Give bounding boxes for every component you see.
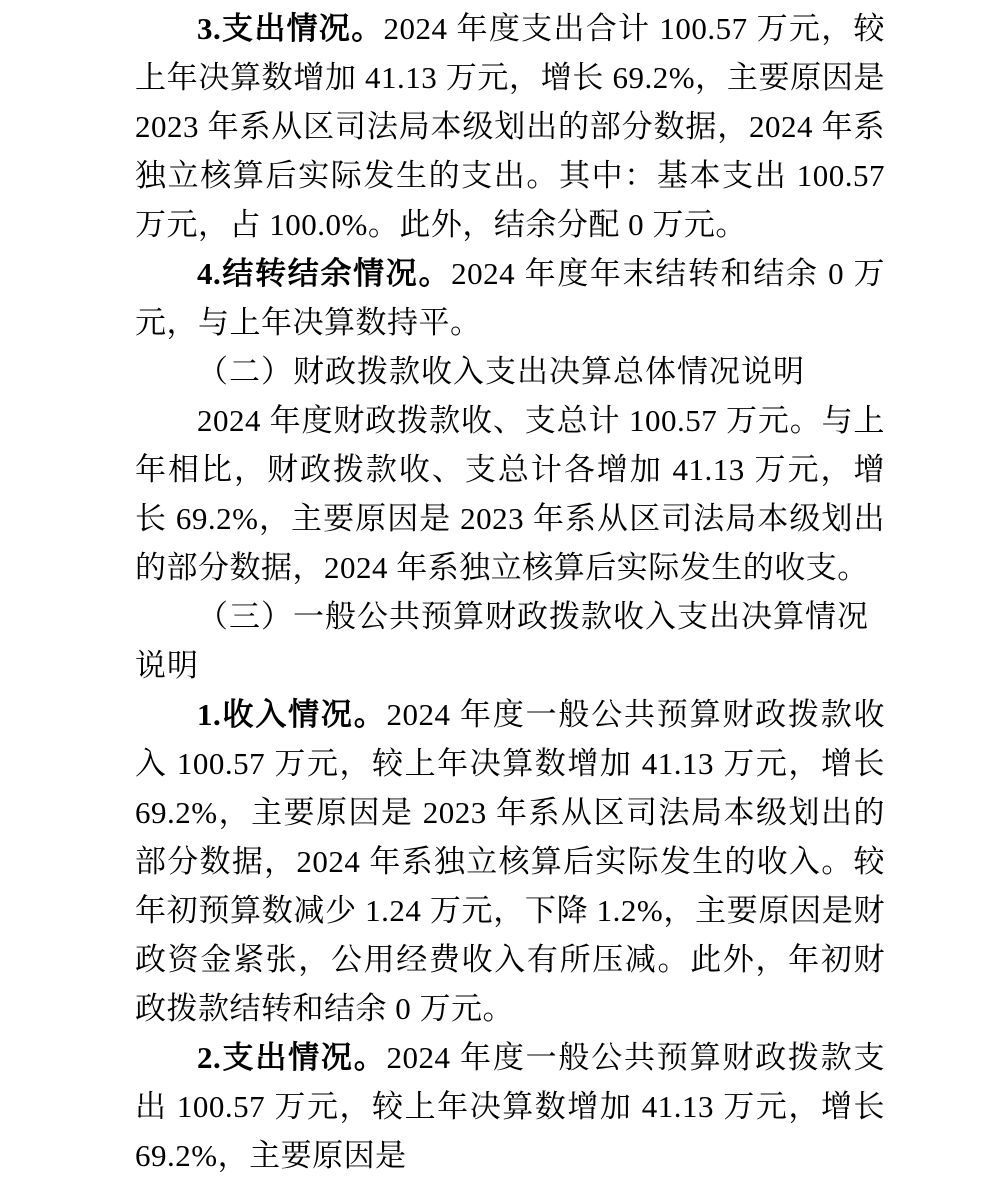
para-lead-label: 3.支出情况。 (197, 11, 384, 46)
para-income-situation (135, 690, 885, 1033)
document-body (135, 4, 885, 1180)
heading-text: （三）一般公共预算财政拨款收入支出决算情况说明 (135, 599, 869, 683)
para-text: 2024 年度年末结转和结余 0 万元，与上年决算数持平。 (135, 256, 886, 340)
para-expenditure-overview (135, 4, 885, 249)
para-text: 2024 年度一般公共预算财政拨款支出 100.57 万元，较上年决算数增加 41.13 万元，增长 69.2%，主要原因是 (135, 1040, 886, 1173)
para-lead-label: 1.收入情况。 (197, 697, 387, 732)
para-fiscal-appropriation-total (135, 396, 885, 592)
para-general-budget-expenditure (135, 1033, 885, 1180)
para-lead-label: 2.支出情况。 (197, 1040, 387, 1075)
para-text: 2024 年度支出合计 100.57 万元，较上年决算数增加 41.13 万元，增长 69.2%，主要原因是 2023 年系从区司法局本级划出的部分数据，2024 年系独立核算后实际发生的支出。其中：基本支出 100.57 万元，占 100.0%。此外，结余分配 0 万元。 (135, 11, 885, 242)
para-carryover-balance (135, 249, 885, 347)
para-text: 2024 年度财政拨款收、支总计 100.57 万元。与上年相比，财政拨款收、支总计各增加 41.13 万元，增长 69.2%，主要原因是 2023 年系从区司法局本级划出的部分数据，2024 年系独立核算后实际发生的收支。 (135, 403, 885, 585)
heading-text: （二）财政拨款收入支出决算总体情况说明 (197, 354, 805, 389)
para-text: 2024 年度一般公共预算财政拨款收入 100.57 万元，较上年决算数增加 41.13 万元，增长 69.2%，主要原因是 2023 年系从区司法局本级划出的部分数据，2024 年系独立核算后实际发生的收入。较年初预算数减少 1.24 万元，下降 1.2%，主要原因是财政资金紧张，公用经费收入有所压减。此外，年初财政拨款结转和结余 0 万元。 (135, 697, 886, 1026)
para-lead-label: 4.结转结余情况。 (197, 256, 452, 291)
heading-section-two (135, 347, 885, 396)
heading-section-three (135, 592, 885, 690)
